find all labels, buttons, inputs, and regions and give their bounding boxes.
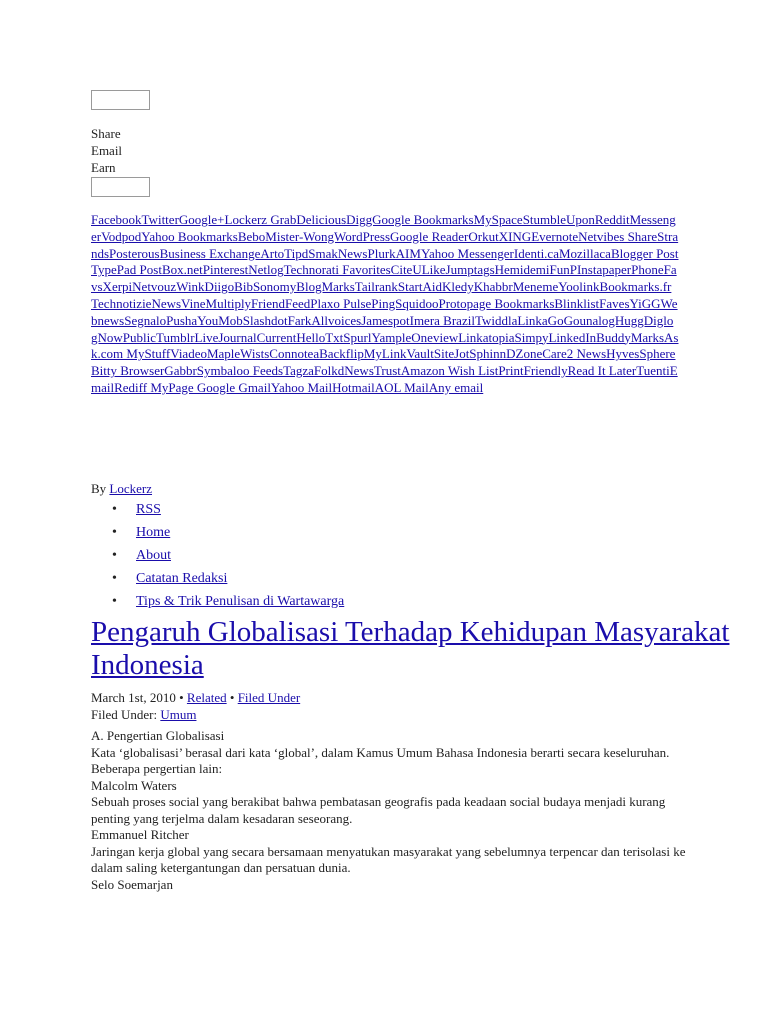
article-meta-line2 [91,706,300,723]
article-paragraph: Sebuah proses social yang berakibat bahwa pembatasan geografis pada keadaan social budaya menjadi kurang penting yang terjelma dalam kesadaran seseorang. [91,794,666,826]
nav-item-catatan-redaksi[interactable] [112,569,344,592]
article-date: March 1st, 2010 [91,690,176,705]
byline [91,480,152,497]
nav-link-about[interactable]: About [136,548,171,563]
article-meta [91,689,300,723]
article-paragraph: Kata ‘globalisasi’ berasal dari kata ‘global’, dalam Kamus Umum Bahasa Indonesia berarti secara keseluruhan. Beberapa pergertian lain: [91,744,670,776]
email-label[interactable]: Email [91,143,123,158]
article-meta-line1 [91,689,300,706]
earn-label[interactable]: Earn [91,160,116,175]
social-links-text[interactable]: FacebookTwitterGoogle+Lockerz GrabDeliciousDiggGoogle BookmarksMySpaceStumbleUponRedditMessengerVodpodYahoo BookmarksBeboMister-WongWordPressGoogle ReaderOrkutXINGEvernoteNetvibes ShareStrandsPosterousBusiness ExchangeArtoTipdSmakNewsPlurkAIMYahoo MessengerIdenti.caMozillacaBlogger PostTypePad PostBox.netPinterestNetlogTechnorati FavoritesCiteULikeJumptagsHemidemiFunPInstapaperPhoneFavsXerpiNetvouzWinkDiigoBibSonomyBlogMarksTailrankStartAidKledyKhabbrMenemeYoolinkBookmarks.frTechnotizieNewsVineMultiplyFriendFeedPlaxo PulsePingSquidooProtopage BookmarksBlinklistFavesYiGGWebnewsSegnaloPushaYouMobSlashdotFarkAllvoicesJamespotImera BrazilTwiddlaLinkaGoGounalogHuggDiglogNowPublicTumblrLiveJournalCurrentHelloTxtSpurlYampleOneviewLinkatopiaSimpyLinkedInBuddyMarksAsk.com MyStuffViadeoMapleWistsConnoteaBackflipMyLinkVaultSiteJotSphinnDZoneCare2 NewsHyvesSphereBitty BrowserGabbrSymbaloo FeedsTagzaFolkdNewsTrustAmazon Wish ListPrintFriendlyRead It LaterTuentiEmailRediff MyPage Google GmailYahoo MailHotmailAOL MailAny email [91,212,679,395]
filed-under-label: Filed Under: [91,707,158,722]
byline-prefix: By [91,481,107,496]
byline-author-link[interactable]: Lockerz [109,481,153,496]
share-count-box-bottom [91,177,150,197]
meta-separator: • [175,690,187,705]
nav-item-rss[interactable] [112,500,344,523]
article-paragraph: Jaringan kerja global yang secara bersamaan menyatukan masyarakat yang sebelumnya terpencar dan terisolasi ke dalam saling ketergantungan dan persatuan dunia. [91,843,686,875]
site-nav [112,500,344,615]
related-link[interactable]: Related [186,690,227,705]
article-paragraph: Emmanuel Ritcher [91,827,189,842]
nav-link-tips[interactable]: Tips & Trik Penulisan di Wartawarga [136,594,345,609]
nav-item-about[interactable] [112,546,344,569]
nav-link-catatan-redaksi[interactable]: Catatan Redaksi [136,571,228,586]
share-label[interactable]: Share [91,126,121,141]
article-title [91,616,731,682]
article-body [91,728,691,893]
filed-under-link[interactable]: Filed Under [237,690,301,705]
category-link[interactable]: Umum [160,707,197,722]
share-count-box-top [91,90,150,110]
article-title-link[interactable]: Pengaruh Globalisasi Terhadap Kehidupan Masyarakat Indonesia [91,616,730,681]
nav-item-tips[interactable] [112,592,344,615]
nav-link-home[interactable]: Home [136,525,171,540]
social-share-links[interactable] [91,212,679,397]
article-paragraph: Selo Soemarjan [91,876,173,892]
meta-separator: • [226,690,238,705]
share-menu [91,125,122,176]
article-paragraph: Malcolm Waters [91,777,177,793]
nav-item-home[interactable] [112,523,344,546]
article-paragraph: A. Pengertian Globalisasi [91,728,225,743]
nav-link-rss[interactable]: RSS [136,502,161,517]
